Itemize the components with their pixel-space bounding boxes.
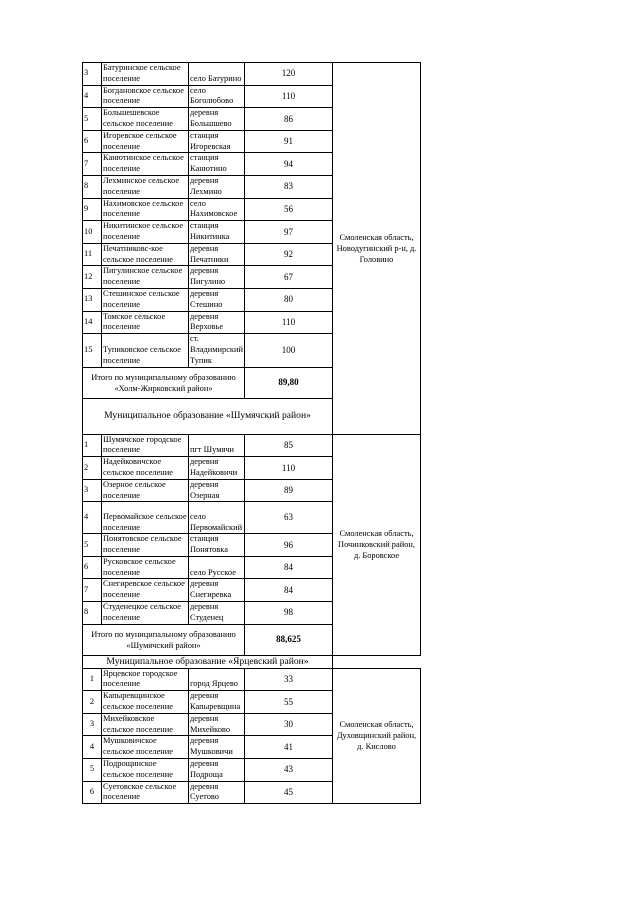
- settlement-name: Снегиревское сельское поселение: [102, 579, 189, 602]
- settlement-name: Игоревское сельское поселение: [102, 130, 189, 153]
- value-cell: 94: [245, 153, 333, 176]
- row-number: 12: [83, 266, 102, 289]
- section-title: Муниципальное образование «Ярцевский район»: [83, 655, 333, 668]
- value-cell: 30: [245, 713, 333, 736]
- settlement-name: Первомайское сельское поселение: [102, 502, 189, 534]
- settlement-center: деревня Подроща: [189, 759, 245, 782]
- settlement-center: деревня Большшево: [189, 108, 245, 131]
- value-cell: 84: [245, 556, 333, 579]
- value-cell: 97: [245, 221, 333, 244]
- row-number: 4: [83, 85, 102, 108]
- destination-cell: Смоленская область, Починковский район, д. Боровское: [333, 434, 421, 655]
- settlement-center: город Ярцево: [189, 668, 245, 691]
- value-cell: 120: [245, 63, 333, 86]
- value-cell: 85: [245, 434, 333, 457]
- value-cell: 67: [245, 266, 333, 289]
- table-row: [83, 434, 421, 457]
- row-number: 9: [83, 198, 102, 221]
- value-cell: 89: [245, 479, 333, 502]
- row-number: 8: [83, 602, 102, 625]
- settlement-name: Никитинское сельское поселение: [102, 221, 189, 244]
- settlement-center: деревня Верховье: [189, 311, 245, 334]
- value-cell: 91: [245, 130, 333, 153]
- total-value: 89,80: [245, 367, 333, 398]
- settlement-center: деревня Снегиревка: [189, 579, 245, 602]
- settlement-name: Михейковское сельское поселение: [102, 713, 189, 736]
- settlement-name: Понятовское сельское поселение: [102, 534, 189, 557]
- total-label: Итого по муниципальному образованию «Холм-Жирковский район»: [83, 367, 245, 398]
- destination-cell: Смоленская область, Духовщинский район, д. Кислово: [333, 668, 421, 804]
- settlement-name: Печатниковс-кое сельское поселение: [102, 243, 189, 266]
- settlement-center: пгт Шумячи: [189, 434, 245, 457]
- table-row: [83, 63, 421, 86]
- settlement-center: деревня Стешино: [189, 288, 245, 311]
- total-label: Итого по муниципальному образованию «Шумячский район»: [83, 624, 245, 655]
- value-cell: 55: [245, 691, 333, 714]
- value-cell: 33: [245, 668, 333, 691]
- settlement-center: деревня Капыревщина: [189, 691, 245, 714]
- value-cell: 80: [245, 288, 333, 311]
- settlement-center: село Нахимовское: [189, 198, 245, 221]
- settlement-name: Озерное сельское поселение: [102, 479, 189, 502]
- settlement-center: станция Никитинка: [189, 221, 245, 244]
- settlement-center: деревня Студенец: [189, 602, 245, 625]
- settlement-name: Канютинское сельское поселение: [102, 153, 189, 176]
- row-number: 1: [83, 668, 102, 691]
- settlement-name: Ярцевское городское поселение: [102, 668, 189, 691]
- row-number: 7: [83, 153, 102, 176]
- row-number: 3: [83, 63, 102, 86]
- settlement-name: Русковское сельское поселение: [102, 556, 189, 579]
- settlement-name: Надейковичское сельское поселение: [102, 457, 189, 480]
- settlement-center: село Боголюбово: [189, 85, 245, 108]
- value-cell: 96: [245, 534, 333, 557]
- settlement-name: Богдановское сельское поселение: [102, 85, 189, 108]
- table-row: [83, 668, 421, 691]
- settlement-name: Пигулинское сельское поселение: [102, 266, 189, 289]
- row-number: 2: [83, 457, 102, 480]
- settlement-center: деревня Озерная: [189, 479, 245, 502]
- value-cell: 43: [245, 759, 333, 782]
- row-number: 6: [83, 130, 102, 153]
- row-number: 14: [83, 311, 102, 334]
- settlement-center: деревня Печатники: [189, 243, 245, 266]
- settlement-name: Суетовское сельское поселение: [102, 781, 189, 804]
- settlement-name: Нахимовское сельское поселение: [102, 198, 189, 221]
- total-value: 88,625: [245, 624, 333, 655]
- row-number: 6: [83, 556, 102, 579]
- settlement-center: село Русское: [189, 556, 245, 579]
- settlement-center: деревня Мушковичи: [189, 736, 245, 759]
- row-number: 10: [83, 221, 102, 244]
- row-number: 7: [83, 579, 102, 602]
- settlement-center: село Батурино: [189, 63, 245, 86]
- settlement-name: Шумячское городское поселение: [102, 434, 189, 457]
- section-title: Муниципальное образование «Шумячский район»: [83, 398, 333, 434]
- settlement-center: деревня Михейково: [189, 713, 245, 736]
- row-number: 11: [83, 243, 102, 266]
- settlement-center: деревня Лехмино: [189, 175, 245, 198]
- row-number: 3: [83, 479, 102, 502]
- settlement-name: Большешевское сельское поселение: [102, 108, 189, 131]
- value-cell: 92: [245, 243, 333, 266]
- settlement-name: Стешинское сельское поселение: [102, 288, 189, 311]
- settlement-center: станция Канютино: [189, 153, 245, 176]
- value-cell: 98: [245, 602, 333, 625]
- settlements-table: [82, 62, 421, 804]
- destination-cell: Смоленская область, Новодугинский р-н, д. Головино: [333, 63, 421, 435]
- settlement-center: деревня Надейковичи: [189, 457, 245, 480]
- value-cell: 83: [245, 175, 333, 198]
- value-cell: 100: [245, 334, 333, 367]
- row-number: 5: [83, 534, 102, 557]
- settlement-name: Мушковичское сельское поселение: [102, 736, 189, 759]
- settlement-center: деревня Суетово: [189, 781, 245, 804]
- value-cell: 63: [245, 502, 333, 534]
- value-cell: 84: [245, 579, 333, 602]
- row-number: 5: [83, 108, 102, 131]
- settlement-center: деревня Пигулино: [189, 266, 245, 289]
- row-number: 15: [83, 334, 102, 367]
- value-cell: 110: [245, 311, 333, 334]
- value-cell: 45: [245, 781, 333, 804]
- section-header-row: [83, 655, 421, 668]
- settlement-center: станция Игоревская: [189, 130, 245, 153]
- row-number: 13: [83, 288, 102, 311]
- row-number: 8: [83, 175, 102, 198]
- value-cell: 110: [245, 457, 333, 480]
- settlement-center: село Первомайский: [189, 502, 245, 534]
- row-number: 6: [83, 781, 102, 804]
- settlement-name: Подрощинское сельское поселение: [102, 759, 189, 782]
- row-number: 4: [83, 502, 102, 534]
- settlement-center: станция Понятовка: [189, 534, 245, 557]
- row-number: 3: [83, 713, 102, 736]
- row-number: 5: [83, 759, 102, 782]
- settlement-name: Капыревщинское сельское поселение: [102, 691, 189, 714]
- row-number: 2: [83, 691, 102, 714]
- value-cell: 110: [245, 85, 333, 108]
- settlement-name: Студенецкое сельское поселение: [102, 602, 189, 625]
- row-number: 4: [83, 736, 102, 759]
- settlement-name: Томское сельское поселение: [102, 311, 189, 334]
- value-cell: 41: [245, 736, 333, 759]
- value-cell: 56: [245, 198, 333, 221]
- settlement-name: Лехминское сельское поселение: [102, 175, 189, 198]
- row-number: 1: [83, 434, 102, 457]
- settlement-center: ст. Владимирский Тупик: [189, 334, 245, 367]
- settlement-name: Тупиковское сельское поселение: [102, 334, 189, 367]
- settlement-name: Батуринское сельское поселение: [102, 63, 189, 86]
- value-cell: 86: [245, 108, 333, 131]
